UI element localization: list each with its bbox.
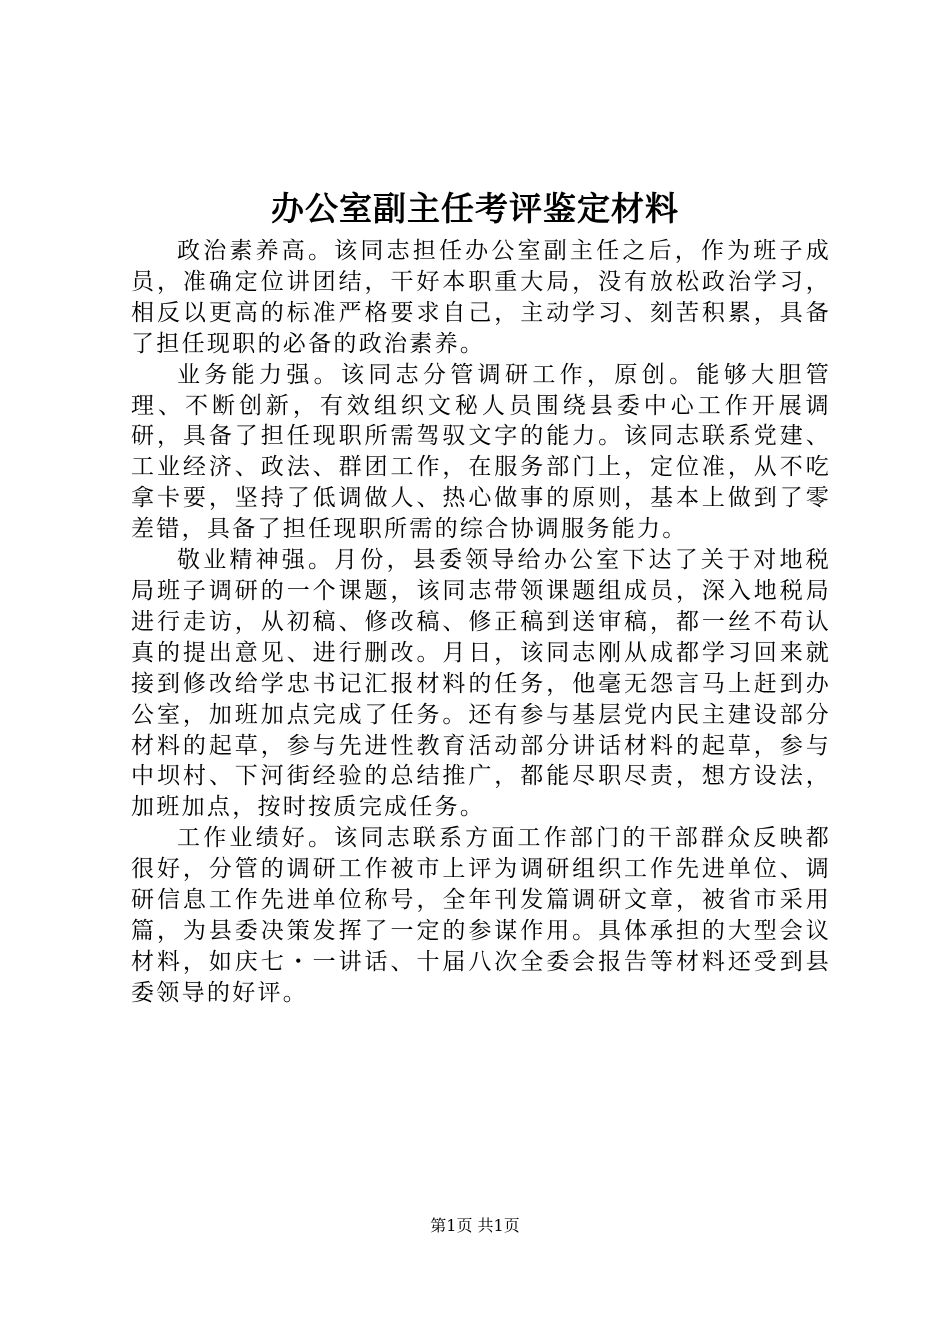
paragraph-business-ability: 业务能力强。该同志分管调研工作，原创。能够大胆管理、不断创新，有效组织文秘人员围绕县委中心工作开展调研，具备了担任现职所需驾驭文字的能力。该同志联系党建、工业经济、政法、群团工作，在服务部门上，定位准，从不吃拿卡要，坚持了低调做人、热心做事的原则，基本上做到了零差错，具备了担任现职所需的综合协调服务能力。 xyxy=(131,361,831,543)
paragraph-work-performance: 工作业绩好。该同志联系方面工作部门的干部群众反映都很好，分管的调研工作被市上评为调研组织工作先进单位、调研信息工作先进单位称号，全年刊发篇调研文章，被省市采用篇，为县委决策发挥了一定的参谋作用。具体承担的大型会议材料，如庆七・一讲话、十届八次全委会报告等材料还受到县委领导的好评。 xyxy=(131,825,831,1006)
document-body xyxy=(131,236,831,1009)
page-number-footer: 第1页 共1页 xyxy=(430,1216,520,1235)
paragraph-political-quality: 政治素养高。该同志担任办公室副主任之后，作为班子成员，准确定位讲团结，干好本职重大局，没有放松政治学习，相反以更高的标准严格要求自己，主动学习、刻苦积累，具备了担任现职的必备的政治素养。 xyxy=(131,238,831,357)
document-title: 办公室副主任考评鉴定材料 xyxy=(271,189,679,228)
paragraph-dedication: 敬业精神强。月份，县委领导给办公室下达了关于对地税局班子调研的一个课题，该同志带领课题组成员，深入地税局进行走访，从初稿、修改稿、修正稿到送审稿，都一丝不苟认真的提出意见、进行删改。月日，该同志刚从成都学习回来就接到修改给学忠书记汇报材料的任务，他毫无怨言马上赶到办公室，加班加点完成了任务。还有参与基层党内民主建设部分材料的起草，参与先进性教育活动部分讲话材料的起草，参与中坝村、下河街经验的总结推广，都能尽职尽责，想方设法，加班加点，按时按质完成任务。 xyxy=(131,547,831,821)
